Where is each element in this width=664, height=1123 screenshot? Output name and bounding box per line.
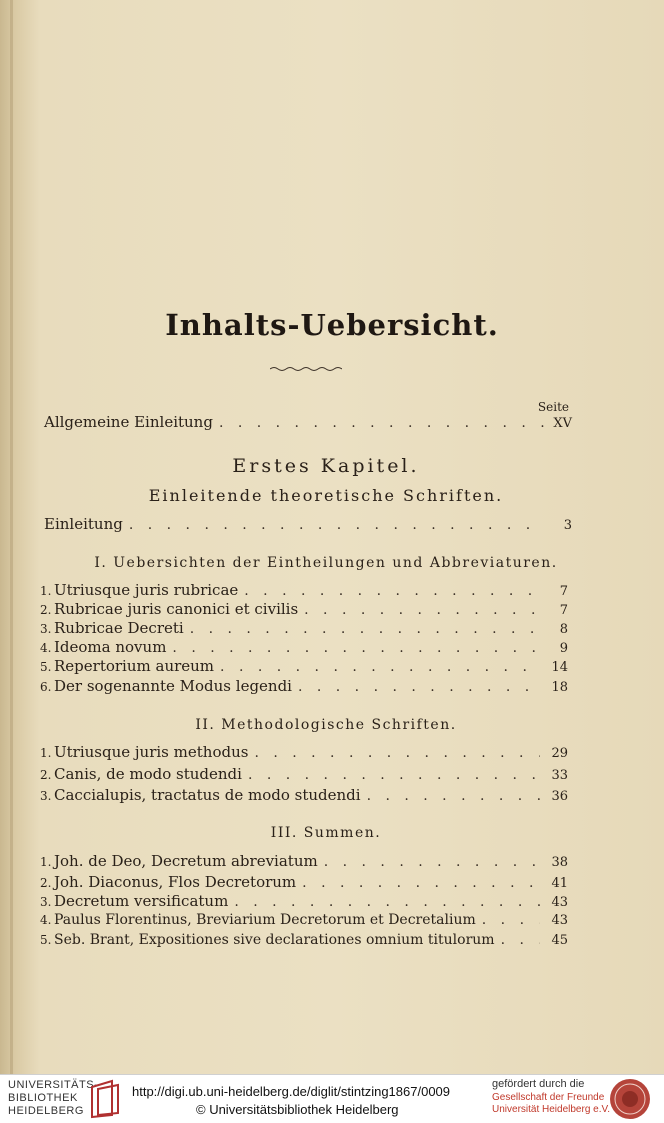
toc-entry-page: 33 (551, 768, 568, 783)
toc-entry[interactable] (40, 676, 568, 696)
toc-entry-text: Joh. de Deo, Decretum abreviatum (54, 852, 318, 870)
toc-entry[interactable] (40, 580, 568, 600)
toc-entry-number: 5. (40, 933, 52, 947)
library-name: UNIVERSITÄTS- BIBLIOTHEK HEIDELBERG (8, 1079, 99, 1117)
leader-dots (501, 930, 540, 950)
section-heading-3: III. Summen. (270, 825, 382, 841)
leader-dots (367, 786, 540, 806)
toc-entry-number: 6. (40, 680, 52, 694)
leader-dots (302, 873, 540, 893)
leader-dots (298, 677, 540, 697)
toc-entry-number: 2. (40, 603, 52, 617)
toc-entry-page: XV (553, 416, 572, 431)
toc-entry-number: 4. (40, 913, 52, 927)
toc-entry[interactable] (40, 930, 568, 950)
toc-entry-page: 3 (563, 518, 572, 533)
toc-entry-text: Caccialupis, tractatus de modo studendi (54, 786, 361, 804)
toc-entry-text: Rubricae juris canonici et civilis (54, 600, 299, 618)
permalink-url[interactable]: http://digi.ub.uni-heidelberg.de/diglit/stintzing1867/0009 (132, 1084, 451, 1099)
toc-entry[interactable] (40, 742, 568, 762)
leader-dots (172, 638, 540, 658)
toc-entry-page: 43 (551, 913, 568, 928)
toc-entry[interactable] (40, 785, 568, 805)
toc-entry-page: 38 (551, 855, 568, 870)
chapter-subheading: Einleitende theoretische Schriften. (148, 486, 504, 505)
chapter-heading: Erstes Kapitel. (232, 455, 420, 477)
leader-dots (219, 413, 544, 433)
toc-entry-text: Decretum versificatum (54, 892, 229, 910)
copyright-notice: © Universitätsbibliothek Heidelberg (196, 1102, 399, 1117)
toc-entry[interactable] (40, 637, 568, 657)
toc-entry-page: 8 (559, 622, 568, 637)
toc-entry-number: 2. (40, 768, 52, 782)
toc-entry-number: 1. (40, 746, 52, 760)
toc-entry-text: Repertorium aureum (54, 657, 215, 675)
leader-dots (220, 657, 540, 677)
toc-entry-text: Utriusque juris rubricae (54, 581, 239, 599)
toc-entry[interactable] (40, 599, 568, 619)
leader-dots (304, 600, 540, 620)
toc-entry-text: Der sogenannte Modus legendi (54, 677, 292, 695)
leader-dots (254, 743, 540, 763)
toc-entry-number: 1. (40, 855, 52, 869)
page-column-label: Seite (537, 400, 569, 414)
library-logo-icon (90, 1079, 120, 1119)
leader-dots (190, 619, 540, 639)
toc-entry-number: 4. (40, 641, 52, 655)
leader-dots (129, 515, 544, 535)
toc-entry-page: 7 (559, 603, 568, 618)
toc-entry[interactable] (40, 764, 568, 784)
toc-entry[interactable] (40, 872, 568, 892)
toc-entry[interactable] (40, 910, 568, 930)
toc-entry-text: Joh. Diaconus, Flos Decretorum (54, 873, 297, 891)
sponsor-name: Gesellschaft der Freunde Universität Heidelberg e.V. (492, 1092, 611, 1115)
university-seal-icon (608, 1077, 652, 1121)
toc-entry-intro[interactable] (44, 412, 572, 432)
toc-entry-page: 41 (551, 876, 568, 891)
section-heading-2: II. Methodologische Schriften. (195, 717, 457, 733)
toc-entry-page: 43 (551, 895, 568, 910)
decorative-rule-icon (270, 366, 342, 372)
leader-dots (324, 852, 540, 872)
sponsor-label: gefördert durch die (492, 1078, 585, 1090)
toc-entry-page: 36 (551, 789, 568, 804)
toc-entry-text: Seb. Brant, Expositiones sive declarationes omnium titulorum (54, 932, 495, 948)
toc-entry-einleitung[interactable] (44, 514, 572, 534)
toc-entry-text: Ideoma novum (54, 638, 167, 656)
toc-entry[interactable] (40, 618, 568, 638)
toc-entry-number: 3. (40, 789, 52, 803)
toc-entry-text: Canis, de modo studendi (54, 765, 242, 783)
toc-entry-page: 7 (559, 584, 568, 599)
toc-entry-page: 14 (551, 660, 568, 675)
leader-dots (244, 581, 540, 601)
toc-entry-text: Einleitung (44, 515, 123, 533)
toc-entry-number: 2. (40, 876, 52, 890)
toc-entry-text: Paulus Florentinus, Breviarium Decretorum et Decretalium (54, 912, 476, 928)
toc-entry-page: 9 (559, 641, 568, 656)
toc-entry[interactable] (40, 656, 568, 676)
toc-entry-page: 29 (551, 746, 568, 761)
page-spine-shadow (10, 0, 13, 1074)
toc-entry-number: 5. (40, 660, 52, 674)
toc-entry-number: 1. (40, 584, 52, 598)
toc-entry-text: Allgemeine Einleitung (44, 413, 213, 431)
toc-entry[interactable] (40, 891, 568, 911)
page-title: Inhalts-Uebersicht. (165, 308, 499, 342)
toc-entry-number: 3. (40, 895, 52, 909)
leader-dots (248, 765, 540, 785)
digitization-footer (0, 1074, 664, 1123)
leader-dots (234, 892, 540, 912)
toc-entry-text: Rubricae Decreti (54, 619, 184, 637)
leader-dots (482, 910, 540, 930)
toc-entry-number: 3. (40, 622, 52, 636)
section-heading-1: I. Uebersichten der Eintheilungen und Abbreviaturen. (94, 555, 558, 571)
toc-entry-text: Utriusque juris methodus (54, 743, 249, 761)
toc-entry[interactable] (40, 851, 568, 871)
toc-entry-page: 18 (551, 680, 568, 695)
toc-entry-page: 45 (551, 933, 568, 948)
